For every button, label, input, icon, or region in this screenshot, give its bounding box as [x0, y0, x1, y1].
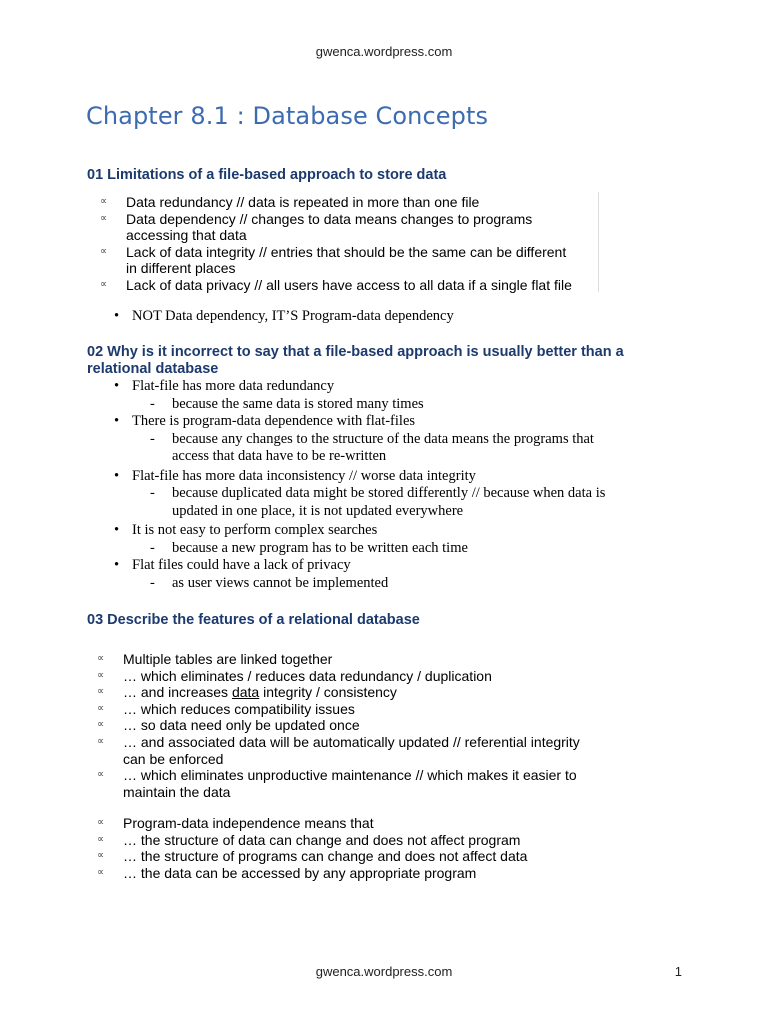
list-item: • It is not easy to perform complex searches: [112, 522, 605, 540]
page-footer: gwenca.wordpress.com: [315, 964, 453, 979]
section-1-list: [88, 194, 572, 294]
section-3-feature-list: [85, 651, 580, 800]
bullet-icon: ∝: [100, 196, 108, 207]
sub-list-item: - because the same data is stored many times: [150, 395, 424, 412]
bullet-icon: ∝: [97, 866, 105, 878]
bullet-icon: ∝: [100, 278, 108, 290]
list-item: ∝ Lack of data privacy // all users have access to all data if a single flat file: [100, 276, 572, 293]
bullet-icon: ∝: [97, 817, 105, 828]
bullet-icon: ∝: [97, 669, 105, 681]
section-3-heading: 03 Describe the features of a relational database: [87, 612, 420, 628]
list-item: • There is program-data dependence with flat-files: [112, 413, 605, 431]
list-item: ∝ … which reduces compatibility issues: [97, 700, 355, 717]
list-item: • Flat-file has more data inconsistency // worse data integrity: [112, 468, 605, 486]
bullet-icon: ∝: [97, 769, 105, 781]
section-2-heading: 02 Why is it incorrect to say that a file-based approach is usually better than a relational database: [87, 344, 624, 377]
note-item: • NOT Data dependency, IT’S Program-data dependency: [112, 308, 454, 326]
sub-list-item: - as user views cannot be implemented: [150, 574, 389, 591]
list-item: ∝ … the structure of programs can change and does not affect data: [97, 848, 528, 865]
sub-list-item: - because any changes to the structure of the data means the programs that access that data have to be re-written: [150, 430, 594, 464]
image-edge-divider: [598, 192, 599, 292]
bullet-icon: ∝: [97, 686, 105, 698]
bullet-icon: ∝: [97, 735, 105, 747]
sub-list-item: - because a new program has to be written each time: [150, 539, 468, 556]
section-1-note-list: [112, 308, 454, 326]
list-item: ∝ … and associated data will be automatically updated // referential integrity can be enforced: [97, 733, 580, 767]
list-item: • Flat files could have a lack of privacy: [112, 557, 605, 575]
chapter-title: Chapter 8.1 : Database Concepts: [86, 102, 489, 130]
list-item: ∝ … so data need only be updated once: [97, 717, 360, 734]
list-item: ∝ … the structure of data can change and does not affect program: [97, 831, 521, 848]
list-item: ∝ … the data can be accessed by any appropriate program: [97, 864, 477, 881]
list-item: ∝ Multiple tables are linked together: [97, 651, 333, 667]
bullet-icon: ∝: [97, 833, 105, 845]
list-item: ∝ … which eliminates unproductive maintenance // which makes it easier to maintain the data: [97, 767, 577, 800]
list-item: ∝ Lack of data integrity // entries that should be the same can be different in different places: [100, 243, 567, 277]
bullet-icon: ∝: [97, 850, 105, 862]
page-number: 1: [674, 964, 682, 979]
bullet-icon: ∝: [97, 702, 105, 714]
sub-list-item: - because duplicated data might be stored differently // because when data is updated in one place, it is not updated everywhere: [150, 485, 606, 519]
section-3-independence-list: [85, 815, 527, 881]
section-1-heading: 01 Limitations of a file-based approach to store data: [87, 167, 447, 183]
list-item: ∝ Data dependency // changes to data means changes to programs accessing that data: [100, 210, 533, 244]
bullet-icon: ∝: [97, 719, 105, 731]
bullet-icon: ∝: [97, 653, 105, 664]
page-header: gwenca.wordpress.com: [315, 44, 453, 59]
list-item: ∝ Program-data independence means that: [97, 815, 374, 831]
bullet-icon: ∝: [100, 212, 108, 224]
section-2-list: [112, 378, 605, 592]
list-item: ∝ Data redundancy // data is repeated in more than one file: [100, 194, 480, 210]
list-item: ∝ … which eliminates / reduces data redundancy / duplication: [97, 667, 492, 684]
list-item: ∝ … and increases data integrity / consistency: [97, 684, 397, 701]
list-item: • Flat-file has more data redundancy: [112, 378, 605, 396]
bullet-icon: ∝: [100, 245, 108, 257]
